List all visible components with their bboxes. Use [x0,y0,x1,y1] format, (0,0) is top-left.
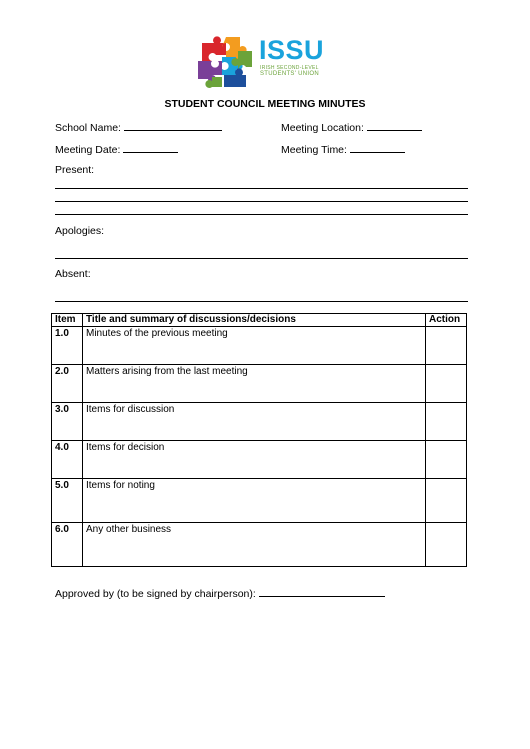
item-number: 1.0 [52,327,83,365]
signature-blank [259,587,385,597]
absent-label: Absent: [55,268,91,280]
present-label: Present: [55,164,95,176]
meeting-location-field [281,121,422,134]
absent-line [55,301,468,302]
meeting-location-blank [367,121,422,131]
item-number: 2.0 [52,365,83,403]
document-title: STUDENT COUNCIL MEETING MINUTES [164,98,366,110]
issu-logo [196,33,326,89]
school-name-field [55,121,222,134]
table-row [52,479,467,523]
meeting-time-label: Meeting Time: [281,144,347,156]
action-cell [426,403,467,441]
item-title: Minutes of the previous meeting [83,327,426,365]
item-header: Item [52,314,83,327]
school-name-label: School Name: [55,122,121,134]
action-header: Action [426,314,467,327]
minutes-table [51,313,467,567]
logo-title: ISSU [259,35,325,65]
meeting-location-label: Meeting Location: [281,122,364,134]
meeting-date-field [55,143,178,156]
school-name-blank [124,121,222,131]
apologies-label: Apologies: [55,225,105,237]
meeting-time-blank [350,143,405,153]
present-line-3 [55,214,468,215]
meeting-date-label: Meeting Date: [55,144,121,156]
item-title: Matters arising from the last meeting [83,365,426,403]
meeting-date-blank [123,143,178,153]
present-line-1 [55,188,468,189]
present-line-2 [55,201,468,202]
table-row [52,523,467,567]
action-cell [426,365,467,403]
puzzle-pieces-icon [196,33,258,89]
item-title: Any other business [83,523,426,567]
table-row [52,365,467,403]
item-number: 4.0 [52,441,83,479]
action-cell [426,523,467,567]
approved-by-label: Approved by (to be signed by chairperson): [55,588,256,600]
table-row [52,327,467,365]
meeting-time-field [281,143,405,156]
item-number: 5.0 [52,479,83,523]
action-cell [426,479,467,523]
approved-by-field [55,587,385,600]
logo-subtitle-line1: IRISH SECOND-LEVEL [260,65,319,71]
title-header: Title and summary of discussions/decisions [83,314,426,327]
item-number: 6.0 [52,523,83,567]
logo-subtitle-line2: STUDENTS' UNION [260,71,319,77]
table-header-row [52,314,467,327]
item-title: Items for discussion [83,403,426,441]
apologies-line [55,258,468,259]
item-title: Items for noting [83,479,426,523]
action-cell [426,327,467,365]
item-number: 3.0 [52,403,83,441]
table-row [52,403,467,441]
item-title: Items for decision [83,441,426,479]
action-cell [426,441,467,479]
table-row [52,441,467,479]
